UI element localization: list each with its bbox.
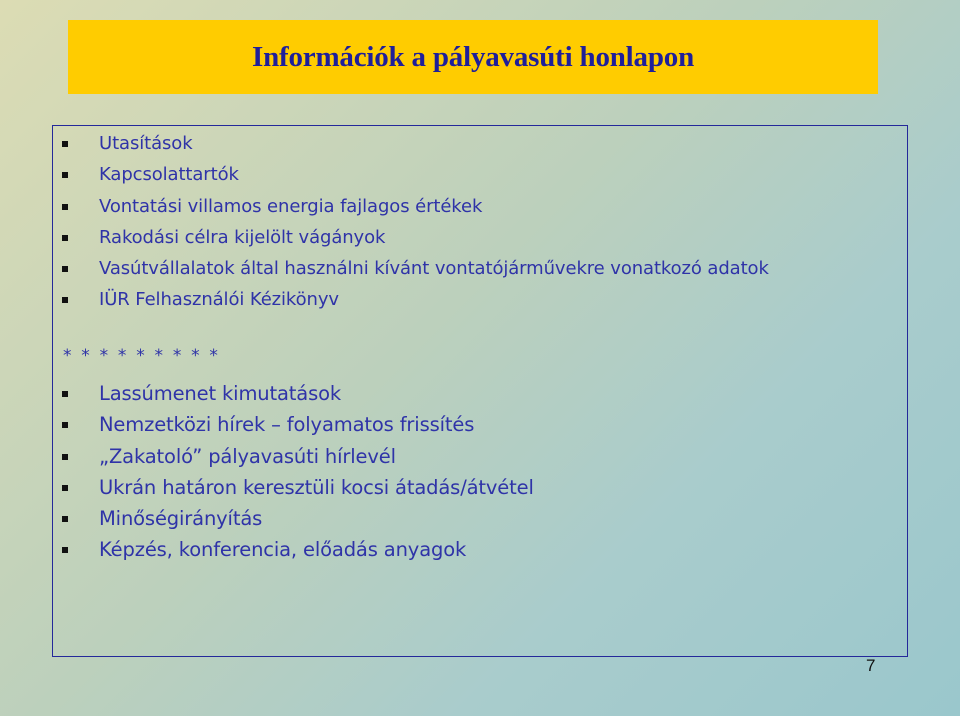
- square-bullet-icon: [62, 266, 68, 272]
- list-item: Minőségirányítás: [53, 503, 907, 534]
- page-title: Információk a pályavasúti honlapon: [252, 40, 694, 73]
- list-item: Ukrán határon keresztüli kocsi átadás/átvétel: [53, 472, 907, 503]
- list-item: Nemzetközi hírek – folyamatos frissítés: [53, 409, 907, 440]
- list-item: Képzés, konferencia, előadás anyagok: [53, 534, 907, 565]
- content-box: [52, 125, 908, 657]
- separator: * * * * * * * * *: [63, 346, 221, 366]
- square-bullet-icon: [62, 235, 68, 241]
- list-item: Utasítások: [53, 128, 907, 159]
- square-bullet-icon: [62, 141, 68, 147]
- square-bullet-icon: [62, 297, 68, 303]
- list-bottom: [53, 378, 907, 566]
- list-item: Vontatási villamos energia fajlagos értékek: [53, 191, 907, 222]
- square-bullet-icon: [62, 204, 68, 210]
- square-bullet-icon: [62, 454, 68, 460]
- list-item: Rakodási célra kijelölt vágányok: [53, 222, 907, 253]
- list-item: Vasútvállalatok által használni kívánt vontatójárművekre vonatkozó adatok: [53, 253, 907, 284]
- square-bullet-icon: [62, 422, 68, 428]
- square-bullet-icon: [62, 391, 68, 397]
- list-item: „Zakatoló” pályavasúti hírlevél: [53, 441, 907, 472]
- square-bullet-icon: [62, 485, 68, 491]
- square-bullet-icon: [62, 547, 68, 553]
- list-item: IÜR Felhasználói Kézikönyv: [53, 284, 907, 315]
- square-bullet-icon: [62, 516, 68, 522]
- page-number: 7: [866, 656, 876, 675]
- title-bar: [68, 20, 878, 94]
- square-bullet-icon: [62, 172, 68, 178]
- list-item: Kapcsolattartók: [53, 159, 907, 190]
- list-item: Lassúmenet kimutatások: [53, 378, 907, 409]
- list-top: [53, 128, 907, 316]
